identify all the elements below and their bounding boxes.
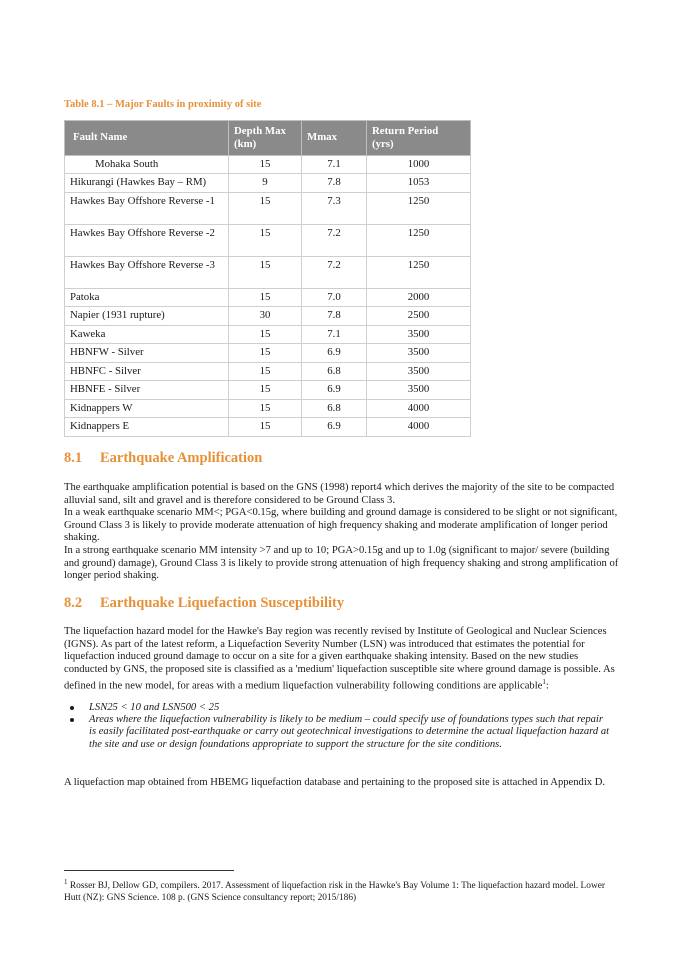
bullet-icon	[70, 706, 74, 710]
list-item	[64, 714, 612, 751]
cell-return: 1000	[367, 156, 471, 174]
section-title: Earthquake Liquefaction Susceptibility	[100, 595, 345, 611]
section-number: 8.1	[64, 450, 83, 466]
intro-text: The liquefaction hazard model for the Hawke's Bay region was recently revised by Institute of Geological and Nuclear Sciences (IGNS). As part of the latest reform, a Liquefaction Severity Number (LSN) was introduced that estimates the potential for liquefaction induced ground damage to occur on a site for a given earthquake shaking intensity. Based on the new studies conducted by GNS, the proposed site is classified as a 'medium' liquefaction susceptible site where ground damage is possible. As defined in the new model, for areas with a medium liquefaction vulnerability following conditions are applicable	[64, 626, 615, 692]
cell-depth: 15	[229, 288, 302, 306]
cell-return: 1053	[367, 174, 471, 192]
table-row	[65, 174, 471, 192]
section-8-2-intro	[64, 626, 624, 694]
list-item	[64, 702, 612, 714]
cell-return: 3500	[367, 381, 471, 399]
cell-mmax: 6.8	[302, 399, 367, 417]
header-fault-name: Fault Name	[65, 121, 229, 156]
table-row	[65, 224, 471, 256]
bullet-icon	[70, 718, 74, 722]
section-number: 8.2	[64, 595, 83, 611]
footnote	[64, 876, 624, 904]
cell-depth: 15	[229, 344, 302, 362]
cell-depth: 30	[229, 307, 302, 325]
header-return-period	[367, 121, 471, 156]
cell-fault-name: Napier (1931 rupture)	[65, 307, 229, 325]
cell-fault-name: Patoka	[65, 288, 229, 306]
cell-mmax: 7.8	[302, 307, 367, 325]
cell-mmax: 7.2	[302, 256, 367, 288]
table-row	[65, 381, 471, 399]
table-row	[65, 307, 471, 325]
cell-fault-name: Hawkes Bay Offshore Reverse -1	[65, 192, 229, 224]
section-8-1-body	[64, 482, 624, 583]
cell-mmax: 6.9	[302, 381, 367, 399]
section-8-2-closing	[64, 777, 624, 790]
cell-fault-name: HBNFW - Silver	[65, 344, 229, 362]
cell-depth: 15	[229, 418, 302, 436]
cell-mmax: 7.1	[302, 325, 367, 343]
footnote-marker: 1	[64, 878, 68, 886]
table-row	[65, 325, 471, 343]
cell-depth: 15	[229, 325, 302, 343]
cell-fault-name: Kidnappers W	[65, 399, 229, 417]
cell-depth: 15	[229, 399, 302, 417]
table-row	[65, 399, 471, 417]
table-row	[65, 288, 471, 306]
cell-return: 2500	[367, 307, 471, 325]
cell-return: 3500	[367, 362, 471, 380]
cell-depth: 15	[229, 256, 302, 288]
cell-return: 3500	[367, 325, 471, 343]
conditions-list	[64, 702, 612, 751]
table-header-row	[65, 121, 471, 156]
cell-fault-name: Hikurangi (Hawkes Bay – RM)	[65, 174, 229, 192]
cell-depth: 15	[229, 156, 302, 174]
table-row	[65, 156, 471, 174]
header-depth-line2: (km)	[234, 138, 257, 150]
faults-table	[64, 120, 471, 437]
paragraph: A liquefaction map obtained from HBEMG liquefaction database and pertaining to the proposed site is attached in Appendix D.	[64, 777, 606, 788]
cell-mmax: 7.1	[302, 156, 367, 174]
header-return-line2: (yrs)	[372, 138, 394, 150]
cell-fault-name: Kaweka	[65, 325, 229, 343]
cell-return: 1250	[367, 224, 471, 256]
cell-return: 4000	[367, 399, 471, 417]
cell-fault-name: HBNFE - Silver	[65, 381, 229, 399]
cell-depth: 15	[229, 224, 302, 256]
intro-end: :	[545, 680, 549, 692]
table-row	[65, 362, 471, 380]
header-depth-max	[229, 121, 302, 156]
header-return-line1: Return Period	[372, 124, 439, 137]
table-row	[65, 192, 471, 224]
cell-depth: 9	[229, 174, 302, 192]
table-row	[65, 344, 471, 362]
cell-return: 3500	[367, 344, 471, 362]
cell-return: 2000	[367, 288, 471, 306]
cell-mmax: 7.8	[302, 174, 367, 192]
cell-mmax: 6.9	[302, 418, 367, 436]
bullet-text: Areas where the liquefaction vulnerability is likely to be medium – could specify use of foundations types such that repair is easily facilitated post-earthquake or carry out geotechnical investigations to determine the actual liquefaction hazard at the site and use or design foundations appropriate to support the structure for the site conditions.	[89, 714, 610, 750]
section-heading-8-2	[64, 595, 344, 612]
cell-depth: 15	[229, 362, 302, 380]
header-depth-line1: Depth Max	[234, 124, 286, 137]
cell-return: 1250	[367, 192, 471, 224]
footnote-ref[interactable]: 1	[542, 678, 546, 687]
cell-return: 4000	[367, 418, 471, 436]
bullet-text: LSN25 < 10 and LSN500 < 25	[89, 702, 220, 713]
cell-mmax: 7.3	[302, 192, 367, 224]
cell-fault-name: Mohaka South	[65, 156, 229, 174]
paragraph: In a strong earthquake scenario MM intensity >7 and up to 10; PGA>0.15g and up to 1.0g (significant to major/ severe (building and ground) damage), Ground Class 3 is likely to provide strong attenuation of high frequency shaking and strong amplification of longer period shaking.	[64, 544, 619, 582]
cell-fault-name: Kidnappers E	[65, 418, 229, 436]
cell-depth: 15	[229, 381, 302, 399]
footnote-text: Rosser BJ, Dellow GD, compilers. 2017. Assessment of liquefaction risk in the Hawke's Bay Volume 1: The liquefaction hazard model. Lower Hutt (NZ): GNS Science. 108 p. (GNS Science consultancy report; 2015/186)	[64, 881, 606, 904]
cell-mmax: 6.9	[302, 344, 367, 362]
section-title: Earthquake Amplification	[100, 450, 263, 466]
cell-mmax: 6.8	[302, 362, 367, 380]
paragraph	[64, 626, 624, 694]
header-mmax: Mmax	[302, 121, 367, 156]
cell-mmax: 7.0	[302, 288, 367, 306]
table-row	[65, 256, 471, 288]
footnote-divider	[64, 870, 234, 871]
section-heading-8-1	[64, 450, 262, 467]
cell-mmax: 7.2	[302, 224, 367, 256]
table-caption: Table 8.1 – Major Faults in proximity of site	[64, 99, 262, 110]
cell-fault-name: Hawkes Bay Offshore Reverse -2	[65, 224, 229, 256]
cell-return: 1250	[367, 256, 471, 288]
cell-fault-name: HBNFC - Silver	[65, 362, 229, 380]
cell-fault-name: Hawkes Bay Offshore Reverse -3	[65, 256, 229, 288]
paragraph: In a weak earthquake scenario MM<; PGA<0.15g, where building and ground damage is considered to be slight or not significant, Ground Class 3 is likely to provide moderate attenuation of high frequency shaking and moderate amplification of longer period shaking.	[64, 507, 618, 544]
cell-depth: 15	[229, 192, 302, 224]
table-row	[65, 418, 471, 436]
paragraph: The earthquake amplification potential is based on the GNS (1998) report4 which derives the majority of the site to be compacted alluvial sand, silt and gravel and is therefore considered to be Ground Class 3.	[64, 482, 615, 506]
